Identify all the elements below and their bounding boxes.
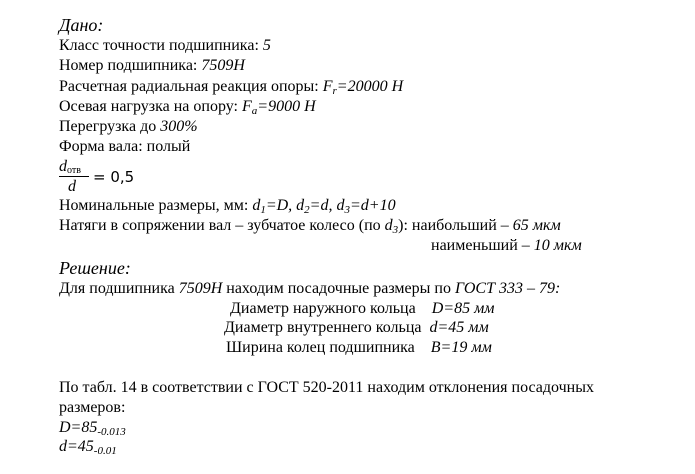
deviation-D-line [59, 418, 126, 438]
table-reference-line-2: размеров: [59, 399, 126, 416]
table-reference-line: По табл. 14 в соответствии с ГОСТ 520-2011 находим отклонения посадочных [59, 379, 594, 396]
inner-diameter-value: d=45 мм [429, 319, 489, 336]
interference-subscript: 3 [392, 224, 399, 236]
nominal-d3-value: =d+10 [349, 197, 396, 214]
ratio-numerator-symbol: d [59, 158, 67, 175]
interference-min-value: 10 мкм [533, 237, 582, 254]
overload-line [59, 117, 198, 137]
radial-reaction-line [59, 77, 403, 97]
axial-load-line [59, 97, 316, 117]
axial-load-label: Осевая нагрузка на опору: [59, 98, 242, 115]
axial-load-symbol: F [241, 98, 252, 115]
deviation-d-subscript: -0.01 [93, 445, 117, 457]
ratio-value: = 0,5 [93, 168, 135, 186]
fraction-bar [59, 176, 89, 177]
outer-diameter-line [230, 299, 495, 319]
radial-reaction-value: =20000 Н [336, 78, 404, 95]
nominal-d1-symbol: d [252, 197, 261, 214]
solution-heading: Решение: [59, 258, 131, 278]
ring-width-label: Ширина колец подшипника [226, 339, 415, 356]
nominal-d1-value: =D, [265, 197, 297, 214]
radial-reaction-label: Расчетная радиальная реакция опоры: [59, 78, 323, 95]
deviation-d-main: d=45 [59, 438, 94, 455]
deviation-D-main: D=85 [59, 419, 98, 436]
nominal-d2-subscript: 2 [304, 204, 310, 216]
axial-load-subscript: a [251, 105, 258, 117]
nominal-d3-subscript: 3 [344, 204, 350, 216]
given-heading: Дано: [59, 15, 104, 35]
accuracy-class-value: 5 [262, 37, 271, 54]
interference-max-value: 65 мкм [512, 217, 561, 234]
interference-label: Натяги в сопряжении вал – зубчатое колесо (по [59, 217, 385, 234]
bearing-number-value: 7509Н [201, 57, 245, 74]
nominal-d2-value: =d, [309, 197, 337, 214]
deviation-D-subscript: -0.013 [97, 426, 126, 438]
deviation-d-line [59, 437, 117, 457]
nominal-d3-symbol: d [336, 197, 345, 214]
solution-bearing-number: 7509Н [178, 280, 223, 297]
nominal-d1-subscript: 1 [260, 204, 266, 216]
accuracy-class-label: Класс точности подшипника: [59, 37, 263, 54]
interference-min-line [431, 236, 582, 256]
ring-width-value: B=19 мм [430, 339, 492, 356]
interference-symbol: d [384, 217, 393, 234]
solution-gost-ref: ГОСТ 333 – 79: [454, 280, 561, 297]
outer-diameter-value: D=85 мм [431, 300, 495, 317]
inner-diameter-line [224, 318, 489, 338]
shaft-form-line: Форма вала: полый [59, 138, 191, 155]
nominal-d2-symbol: d [296, 197, 305, 214]
solution-intro-text: Для подшипника [59, 280, 179, 297]
outer-diameter-label: Диаметр наружного кольца [230, 300, 416, 317]
interference-min-label: наименьший – [431, 237, 534, 254]
radial-reaction-subscript: r [332, 85, 337, 97]
ratio-numerator-subscript: отв [67, 165, 81, 176]
interference-line [59, 216, 561, 236]
nominal-sizes-label: Номинальные размеры, мм: [59, 197, 253, 214]
ring-width-line [226, 338, 492, 358]
solution-intro-line [59, 279, 560, 299]
overload-value: 300% [160, 118, 198, 135]
nominal-sizes-line [59, 196, 396, 216]
interference-max-label: ): наибольший – [398, 217, 513, 234]
radial-reaction-symbol: F [322, 78, 333, 95]
ratio-numerator [59, 158, 81, 176]
overload-label: Перегрузка до [59, 118, 161, 135]
inner-diameter-label: Диаметр внутреннего кольца [224, 319, 422, 336]
solution-intro-text-2: находим посадочные размеры по [222, 280, 455, 297]
diameter-ratio-formula [59, 158, 179, 198]
axial-load-value: =9000 Н [257, 98, 316, 115]
ratio-denominator: d [68, 178, 76, 195]
bearing-number-label: Номер подшипника: [59, 57, 202, 74]
accuracy-class-line [59, 36, 271, 56]
bearing-number-line [59, 56, 245, 76]
